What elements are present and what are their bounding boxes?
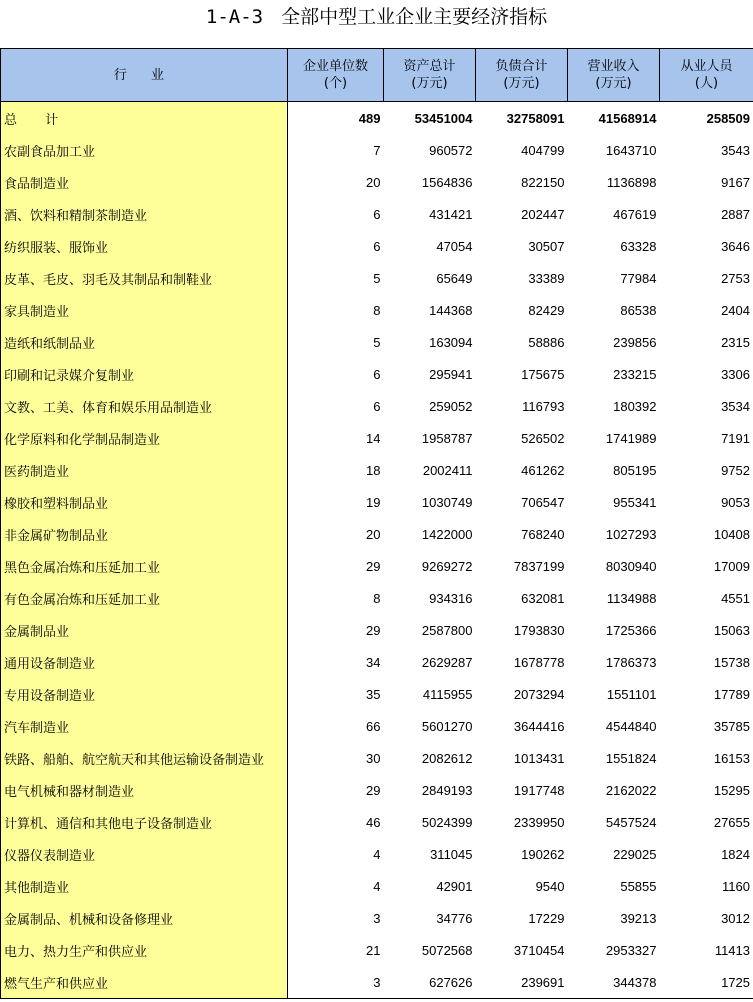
industry-cell: 化学原料和化学制品制造业 <box>1 422 288 454</box>
units-cell: 29 <box>366 622 381 638</box>
revenue-cell: 180392 <box>613 398 657 414</box>
employees-cell: 4551 <box>660 582 753 614</box>
units-cell: 7 <box>373 142 381 158</box>
assets-cell: 2849193 <box>421 782 473 798</box>
employees-cell: 1824 <box>660 838 753 870</box>
total-row <box>1 102 753 135</box>
industry-cell: 文教、工美、体育和娱乐用品制造业 <box>1 390 288 422</box>
header-industry: 行 业 <box>1 49 288 102</box>
units-cell: 19 <box>366 494 381 510</box>
assets-cell: 627626 <box>384 966 476 999</box>
header-units: 企业单位数 (个) <box>288 49 384 102</box>
revenue-cell: 5457524 <box>605 814 657 830</box>
employees-cell: 17789 <box>660 678 753 710</box>
assets-cell: 295941 <box>429 366 473 382</box>
liabilities-cell: 768240 <box>521 526 565 542</box>
liabilities-cell: 404799 <box>521 142 565 158</box>
industry-cell: 金属制品、机械和设备修理业 <box>1 902 288 934</box>
industry-cell: 医药制造业 <box>1 454 288 486</box>
units-cell: 18 <box>366 462 381 478</box>
table-title-text: 全部中型工业企业主要经济指标 <box>281 6 548 28</box>
liabilities-cell: 82429 <box>528 302 565 318</box>
assets-cell: 1030749 <box>421 494 473 510</box>
assets-cell: 9269272 <box>421 558 473 574</box>
table-row <box>1 486 753 518</box>
units-cell: 30 <box>366 750 381 766</box>
employees-cell: 2404 <box>660 294 753 326</box>
liabilities-cell: 2073294 <box>513 686 565 702</box>
liabilities-cell: 3710454 <box>513 942 565 958</box>
header-row <box>1 49 753 102</box>
table-row <box>1 166 753 198</box>
employees-cell: 10408 <box>660 518 753 550</box>
table-row <box>1 902 753 934</box>
liabilities-cell: 2339950 <box>513 814 565 830</box>
revenue-cell: 86538 <box>620 302 657 318</box>
revenue-cell: 233215 <box>613 366 657 382</box>
revenue-cell: 55855 <box>620 878 657 894</box>
liabilities-cell: 58886 <box>528 334 565 350</box>
liabilities-cell: 9540 <box>535 878 565 894</box>
table-row <box>1 422 753 454</box>
revenue-cell: 8030940 <box>605 558 657 574</box>
table-row <box>1 230 753 262</box>
industry-cell: 皮革、毛皮、羽毛及其制品和制鞋业 <box>1 262 288 294</box>
assets-cell: 163094 <box>429 334 473 350</box>
liabilities-cell: 239691 <box>476 966 568 999</box>
assets-cell: 2002411 <box>422 462 473 478</box>
employees-cell: 2887 <box>660 198 753 230</box>
liabilities-cell: 32758091 <box>506 110 565 126</box>
units-cell: 14 <box>366 430 381 446</box>
industry-cell: 农副食品加工业 <box>1 134 288 166</box>
employees-cell: 3534 <box>660 390 753 422</box>
assets-cell: 5024399 <box>421 814 473 830</box>
table-row <box>1 774 753 806</box>
liabilities-cell: 202447 <box>521 206 565 222</box>
units-cell: 29 <box>366 558 381 574</box>
assets-cell: 53451004 <box>414 110 473 126</box>
table-row <box>1 198 753 230</box>
header-revenue: 营业收入 (万元) <box>568 49 660 102</box>
employees-cell: 3646 <box>660 230 753 262</box>
revenue-cell: 2162022 <box>605 782 657 798</box>
units-cell: 6 <box>373 398 381 414</box>
industry-cell: 印刷和记录媒介复制业 <box>1 358 288 390</box>
liabilities-cell: 190262 <box>521 846 565 862</box>
revenue-cell: 1134988 <box>606 590 657 606</box>
industry-cell: 铁路、船舶、航空航天和其他运输设备制造业 <box>1 742 288 774</box>
assets-cell: 311045 <box>430 846 473 862</box>
units-cell: 66 <box>366 718 381 734</box>
table-number: 1-A-3 <box>205 6 264 28</box>
table-row <box>1 678 753 710</box>
employees-cell: 11413 <box>660 934 753 966</box>
liabilities-cell: 822150 <box>521 174 565 190</box>
assets-cell: 65649 <box>436 270 473 286</box>
industry-cell: 其他制造业 <box>1 870 288 902</box>
table-row <box>1 934 753 966</box>
assets-cell: 934316 <box>429 590 473 606</box>
industry-cell: 燃气生产和供应业 <box>1 966 288 999</box>
revenue-cell: 344378 <box>568 966 660 999</box>
table-row <box>1 646 753 678</box>
liabilities-cell: 175675 <box>521 366 565 382</box>
employees-cell: 9752 <box>660 454 753 486</box>
assets-cell: 2587800 <box>421 622 473 638</box>
assets-cell: 1564836 <box>421 174 473 190</box>
assets-cell: 2629287 <box>421 654 473 670</box>
assets-cell: 144368 <box>429 302 473 318</box>
revenue-cell: 1725366 <box>605 622 657 638</box>
revenue-cell: 41568914 <box>598 110 657 126</box>
liabilities-cell: 1678778 <box>513 654 565 670</box>
units-cell: 20 <box>366 526 381 542</box>
table-row <box>1 134 753 166</box>
industry-cell: 橡胶和塑料制品业 <box>1 486 288 518</box>
units-cell: 6 <box>373 366 381 382</box>
table-title <box>0 0 753 40</box>
liabilities-cell: 632081 <box>521 590 565 606</box>
employees-cell: 15295 <box>660 774 753 806</box>
revenue-cell: 229025 <box>613 846 657 862</box>
revenue-cell: 1136898 <box>606 174 657 190</box>
units-cell: 4 <box>373 846 381 862</box>
liabilities-cell: 33389 <box>528 270 565 286</box>
industry-cell: 纺织服装、服饰业 <box>1 230 288 262</box>
liabilities-cell: 116793 <box>522 398 565 414</box>
employees-cell: 3012 <box>660 902 753 934</box>
revenue-cell: 1027293 <box>605 526 657 542</box>
units-cell: 3 <box>288 966 384 999</box>
assets-cell: 431421 <box>429 206 473 222</box>
industry-cell: 总 计 <box>1 102 288 135</box>
table-row <box>1 710 753 742</box>
units-cell: 6 <box>373 206 381 222</box>
header-liabilities: 负债合计 (万元) <box>476 49 568 102</box>
table-row <box>1 838 753 870</box>
revenue-cell: 63328 <box>620 238 657 254</box>
assets-cell: 1422000 <box>421 526 473 542</box>
table-row <box>1 262 753 294</box>
table-row <box>1 870 753 902</box>
table-row <box>1 550 753 582</box>
table-body <box>1 102 753 999</box>
assets-cell: 34776 <box>436 910 473 926</box>
units-cell: 489 <box>358 110 381 126</box>
header-employees: 从业人员 (人) <box>660 49 753 102</box>
units-cell: 5 <box>373 270 381 286</box>
employees-cell: 1725 <box>660 966 753 999</box>
table-row <box>1 454 753 486</box>
liabilities-cell: 17229 <box>528 910 565 926</box>
assets-cell: 42901 <box>436 878 473 894</box>
employees-cell: 17009 <box>660 550 753 582</box>
units-cell: 8 <box>373 590 381 606</box>
industry-cell: 酒、饮料和精制茶制造业 <box>1 198 288 230</box>
assets-cell: 4115955 <box>422 686 473 702</box>
industry-cell: 通用设备制造业 <box>1 646 288 678</box>
units-cell: 35 <box>366 686 381 702</box>
units-cell: 34 <box>366 654 381 670</box>
liabilities-cell: 706547 <box>521 494 565 510</box>
revenue-cell: 77984 <box>620 270 657 286</box>
liabilities-cell: 30507 <box>528 238 565 254</box>
employees-cell: 2753 <box>660 262 753 294</box>
employees-cell: 9053 <box>660 486 753 518</box>
revenue-cell: 805195 <box>613 462 657 478</box>
employees-cell: 16153 <box>660 742 753 774</box>
employees-cell: 35785 <box>660 710 753 742</box>
liabilities-cell: 1917748 <box>513 782 565 798</box>
industry-cell: 电气机械和器材制造业 <box>1 774 288 806</box>
revenue-cell: 1643710 <box>605 142 657 158</box>
employees-cell: 3543 <box>660 134 753 166</box>
units-cell: 21 <box>366 942 381 958</box>
table-row <box>1 358 753 390</box>
table-row <box>1 614 753 646</box>
units-cell: 3 <box>373 910 381 926</box>
units-cell: 46 <box>366 814 381 830</box>
table-row <box>1 326 753 358</box>
industry-cell: 食品制造业 <box>1 166 288 198</box>
employees-cell: 3306 <box>660 358 753 390</box>
table-row <box>1 806 753 838</box>
employees-cell: 2315 <box>660 326 753 358</box>
assets-cell: 5601270 <box>421 718 473 734</box>
liabilities-cell: 526502 <box>521 430 565 446</box>
industry-cell: 有色金属冶炼和压延加工业 <box>1 582 288 614</box>
industry-cell: 专用设备制造业 <box>1 678 288 710</box>
assets-cell: 5072568 <box>421 942 473 958</box>
units-cell: 20 <box>366 174 381 190</box>
employees-cell: 27655 <box>660 806 753 838</box>
assets-cell: 960572 <box>429 142 473 158</box>
employees-cell: 15063 <box>660 614 753 646</box>
revenue-cell: 467619 <box>613 206 657 222</box>
liabilities-cell: 1013431 <box>513 750 565 766</box>
industry-cell: 汽车制造业 <box>1 710 288 742</box>
industry-cell: 黑色金属冶炼和压延加工业 <box>1 550 288 582</box>
revenue-cell: 2953327 <box>605 942 657 958</box>
table-row <box>1 294 753 326</box>
assets-cell: 1958787 <box>421 430 473 446</box>
industry-cell: 计算机、通信和其他电子设备制造业 <box>1 806 288 838</box>
employees-cell: 15738 <box>660 646 753 678</box>
liabilities-cell: 1793830 <box>513 622 565 638</box>
table-row <box>1 390 753 422</box>
industry-cell: 家具制造业 <box>1 294 288 326</box>
revenue-cell: 239856 <box>613 334 657 350</box>
employees-cell: 9167 <box>660 166 753 198</box>
revenue-cell: 1786373 <box>605 654 657 670</box>
revenue-cell: 955341 <box>613 494 657 510</box>
industry-cell: 造纸和纸制品业 <box>1 326 288 358</box>
liabilities-cell: 3644416 <box>513 718 565 734</box>
industry-cell: 非金属矿物制品业 <box>1 518 288 550</box>
revenue-cell: 1551824 <box>605 750 657 766</box>
revenue-cell: 39213 <box>620 910 657 926</box>
assets-cell: 2082612 <box>421 750 473 766</box>
liabilities-cell: 461262 <box>521 462 565 478</box>
liabilities-cell: 7837199 <box>513 558 565 574</box>
revenue-cell: 4544840 <box>605 718 657 734</box>
assets-cell: 259052 <box>429 398 473 414</box>
revenue-cell: 1741989 <box>605 430 657 446</box>
revenue-cell: 1551101 <box>606 686 657 702</box>
industry-cell: 金属制品业 <box>1 614 288 646</box>
units-cell: 8 <box>373 302 381 318</box>
units-cell: 4 <box>373 878 381 894</box>
economic-indicators-table <box>0 48 753 999</box>
units-cell: 5 <box>373 334 381 350</box>
employees-cell: 1160 <box>660 870 753 902</box>
units-cell: 6 <box>373 238 381 254</box>
industry-cell: 仪器仪表制造业 <box>1 838 288 870</box>
industry-cell: 电力、热力生产和供应业 <box>1 934 288 966</box>
header-assets: 资产总计 (万元) <box>384 49 476 102</box>
table-row <box>1 582 753 614</box>
table-row <box>1 518 753 550</box>
units-cell: 29 <box>366 782 381 798</box>
table-row <box>1 966 753 999</box>
employees-cell: 258509 <box>660 102 753 135</box>
employees-cell: 7191 <box>660 422 753 454</box>
table-row <box>1 742 753 774</box>
assets-cell: 47054 <box>436 238 473 254</box>
